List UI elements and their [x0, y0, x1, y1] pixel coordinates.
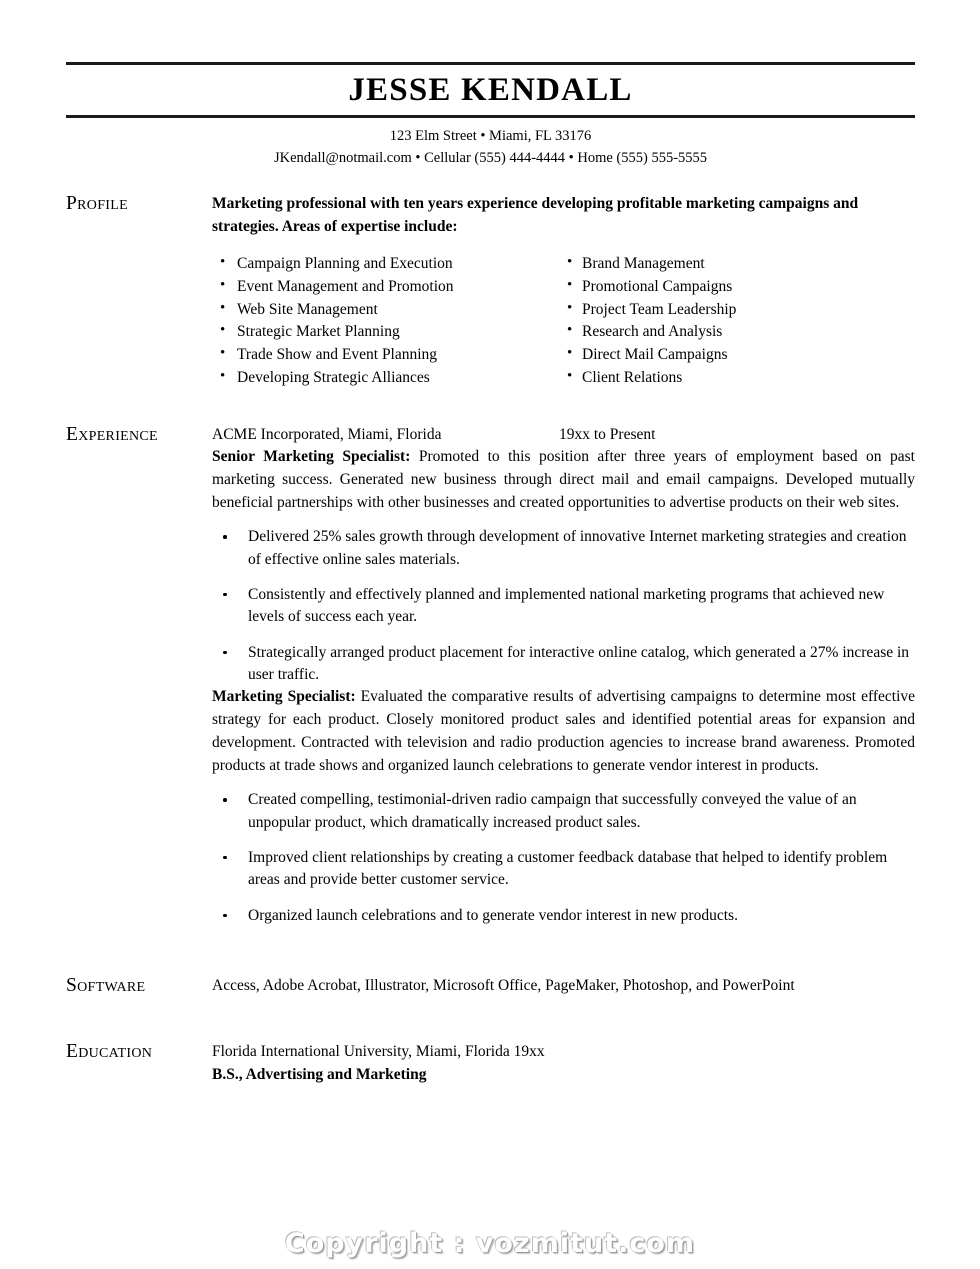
section-education [66, 1041, 915, 1087]
section-experience [66, 424, 915, 927]
role2-achievements [212, 789, 915, 927]
section-software [66, 975, 915, 998]
role1-achievements [212, 526, 915, 686]
role-marketing-specialist [212, 686, 915, 777]
skills-column-left [212, 253, 557, 389]
contact-block [66, 118, 915, 169]
section-label-profile: Profile [66, 193, 128, 214]
list-item: • Web Site Management [212, 299, 557, 321]
profile-skill-columns [212, 253, 915, 389]
candidate-name: JESSE KENDALL [348, 72, 633, 108]
role-title: Senior Marketing Specialist: [212, 448, 411, 465]
employer-row [212, 424, 915, 446]
section-profile [66, 193, 915, 389]
education-body [212, 1041, 915, 1087]
list-item: Delivered 25% sales growth through development of innovative Internet marketing strategies and creation of effective online sales materials. [212, 526, 915, 571]
section-label-education: Education [66, 1041, 153, 1062]
list-item: • Promotional Campaigns [557, 276, 897, 298]
list-item: Consistently and effectively planned and implemented national marketing programs that achieved new levels of success each year. [212, 584, 915, 629]
employer-name: ACME Incorporated, Miami, Florida [212, 426, 442, 443]
list-item: • Direct Mail Campaigns [557, 344, 897, 366]
list-item: • Client Relations [557, 367, 897, 389]
experience-body [212, 424, 915, 927]
list-item: • Brand Management [557, 253, 897, 275]
education-school: Florida International University, Miami, Florida 19xx [212, 1043, 545, 1060]
list-item: Strategically arranged product placement for interactive online catalog, which generated a 27% increase in user traffic. [212, 642, 915, 687]
skills-list-left [212, 253, 557, 388]
role-description: Promoted to this position after three years of employment based on past marketing success. Generated new business through direct mail and email campaigns. Developed mutually beneficial partnerships with other businesses and created opportunities to advertise products on their web sites. [212, 448, 915, 511]
list-item: • Project Team Leadership [557, 299, 897, 321]
list-item: • Strategic Market Planning [212, 321, 557, 343]
role-description: Evaluated the comparative results of advertising campaigns to determine most effective strategy for each product. Closely monitored product sales and identified potential areas for expansion and development. Contracted with television and radio production agencies to increase brand awareness. Promoted products at trade shows and organized launch celebrations to generate vendor interest in products. [212, 688, 916, 774]
list-item: Improved client relationships by creating a customer feedback database that helped to identify problem areas and provide better customer service. [212, 847, 915, 892]
section-label-experience: Experience [66, 424, 158, 445]
section-label-software: Software [66, 975, 146, 996]
software-list: Access, Adobe Acrobat, Illustrator, Microsoft Office, PageMaker, Photoshop, and PowerPoint [212, 977, 795, 994]
education-degree: B.S., Advertising and Marketing [212, 1065, 427, 1083]
profile-summary: Marketing professional with ten years experience developing profitable marketing campaigns and strategies. Areas of expertise include: [212, 195, 859, 235]
list-item: Organized launch celebrations and to generate vendor interest in new products. [212, 905, 915, 927]
list-item: • Trade Show and Event Planning [212, 344, 557, 366]
employment-dates: 19xx to Present [559, 426, 656, 443]
list-item: Created compelling, testimonial-driven radio campaign that successfully conveyed the value of an unpopular product, which dramatically increased product sales. [212, 789, 915, 834]
contact-address: 123 Elm Street • Miami, FL 33176 [389, 127, 592, 144]
skills-column-right [557, 253, 897, 389]
role-senior-marketing-specialist [212, 446, 915, 514]
list-item: • Developing Strategic Alliances [212, 367, 557, 389]
list-item: • Research and Analysis [557, 321, 897, 343]
list-item: • Campaign Planning and Execution [212, 253, 557, 275]
list-item: • Event Management and Promotion [212, 276, 557, 298]
copyright-watermark: Copyright : vozmitut.com [284, 1228, 696, 1259]
software-body [212, 975, 915, 998]
skills-list-right [557, 253, 897, 388]
profile-body [212, 193, 915, 389]
contact-email-phone: JKendall@notmail.com • Cellular (555) 444-4444 • Home (555) 555-5555 [273, 149, 708, 166]
role-title: Marketing Specialist: [212, 688, 356, 706]
resume-header [66, 62, 915, 169]
